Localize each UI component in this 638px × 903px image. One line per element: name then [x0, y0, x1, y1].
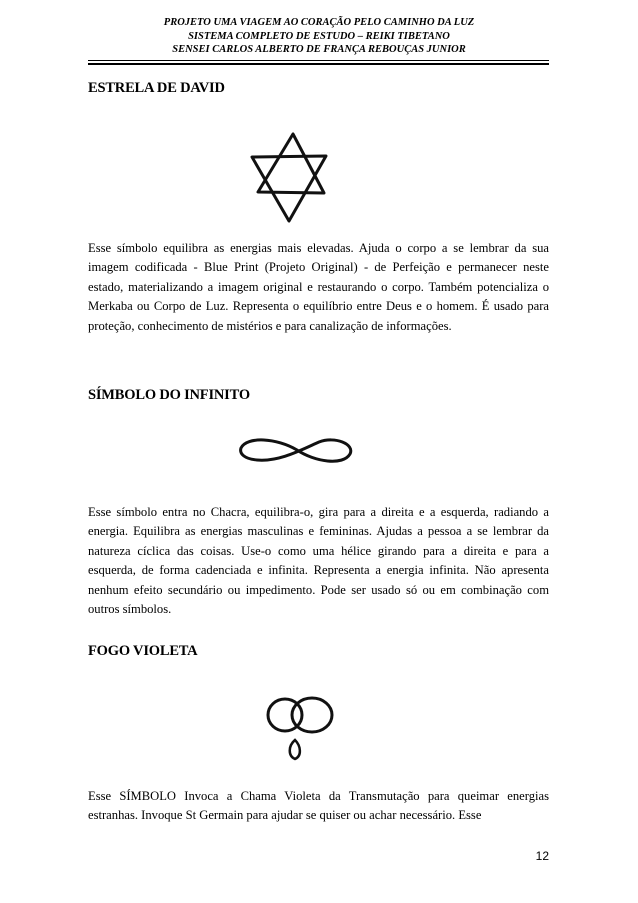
section-title-fogo-violeta: FOGO VIOLETA: [88, 643, 198, 659]
header-line-2: SISTEMA COMPLETO DE ESTUDO – REIKI TIBETANO: [188, 30, 450, 42]
section-title-estrela: ESTRELA DE DAVID: [88, 80, 225, 96]
page-number: 12: [535, 849, 549, 863]
header-rule-thin: [88, 60, 549, 61]
infinity-symbol-figure: [237, 432, 357, 472]
violet-fire-figure: [262, 688, 342, 762]
header-rule-thick: [88, 63, 549, 65]
page-header: [0, 16, 638, 57]
section-text-infinito: Esse símbolo entra no Chacra, equilibra-o, gira para a direita e a esquerda, radiando a energia. Equilibra as energias masculinas e femininas. Ajudas a pessoa a se lembrar da natureza cíclica das coisas. Use-o como uma hélice girando para a direita e para a esquerda, de forma cadenciada e infinita. Representa a energia infinita. Não apresenta nenhum efeito secundário ou impedimento. Pode ser usado só ou em combinação com outros símbolos.: [88, 505, 549, 617]
section-text-estrela: Esse símbolo equilibra as energias mais elevadas. Ajuda o corpo a se lembrar da sua imagem codificada - Blue Print (Projeto Original) - de Perfeição e permanecer neste estado, materializando a imagem original e restaurando o corpo. Também potencializa o Merkaba ou Corpo de Luz. Representa o equilíbrio entre Deus e o homem. É usado para proteção, conhecimento de mistérios e para canalização de informações.: [88, 241, 549, 333]
star-of-david-figure: [238, 126, 346, 228]
header-line-3: SENSEI CARLOS ALBERTO DE FRANÇA REBOUÇAS JUNIOR: [172, 44, 466, 55]
header-line-1: PROJETO UMA VIAGEM AO CORAÇÃO PELO CAMINHO DA LUZ: [163, 17, 475, 28]
section-title-infinito: SÍMBOLO DO INFINITO: [88, 387, 250, 403]
section-text-fogo-violeta: Esse SÍMBOLO Invoca a Chama Violeta da Transmutação para queimar energias estranhas. Invoque St Germain para ajudar se quiser ou achar necessário. Esse: [88, 789, 549, 823]
